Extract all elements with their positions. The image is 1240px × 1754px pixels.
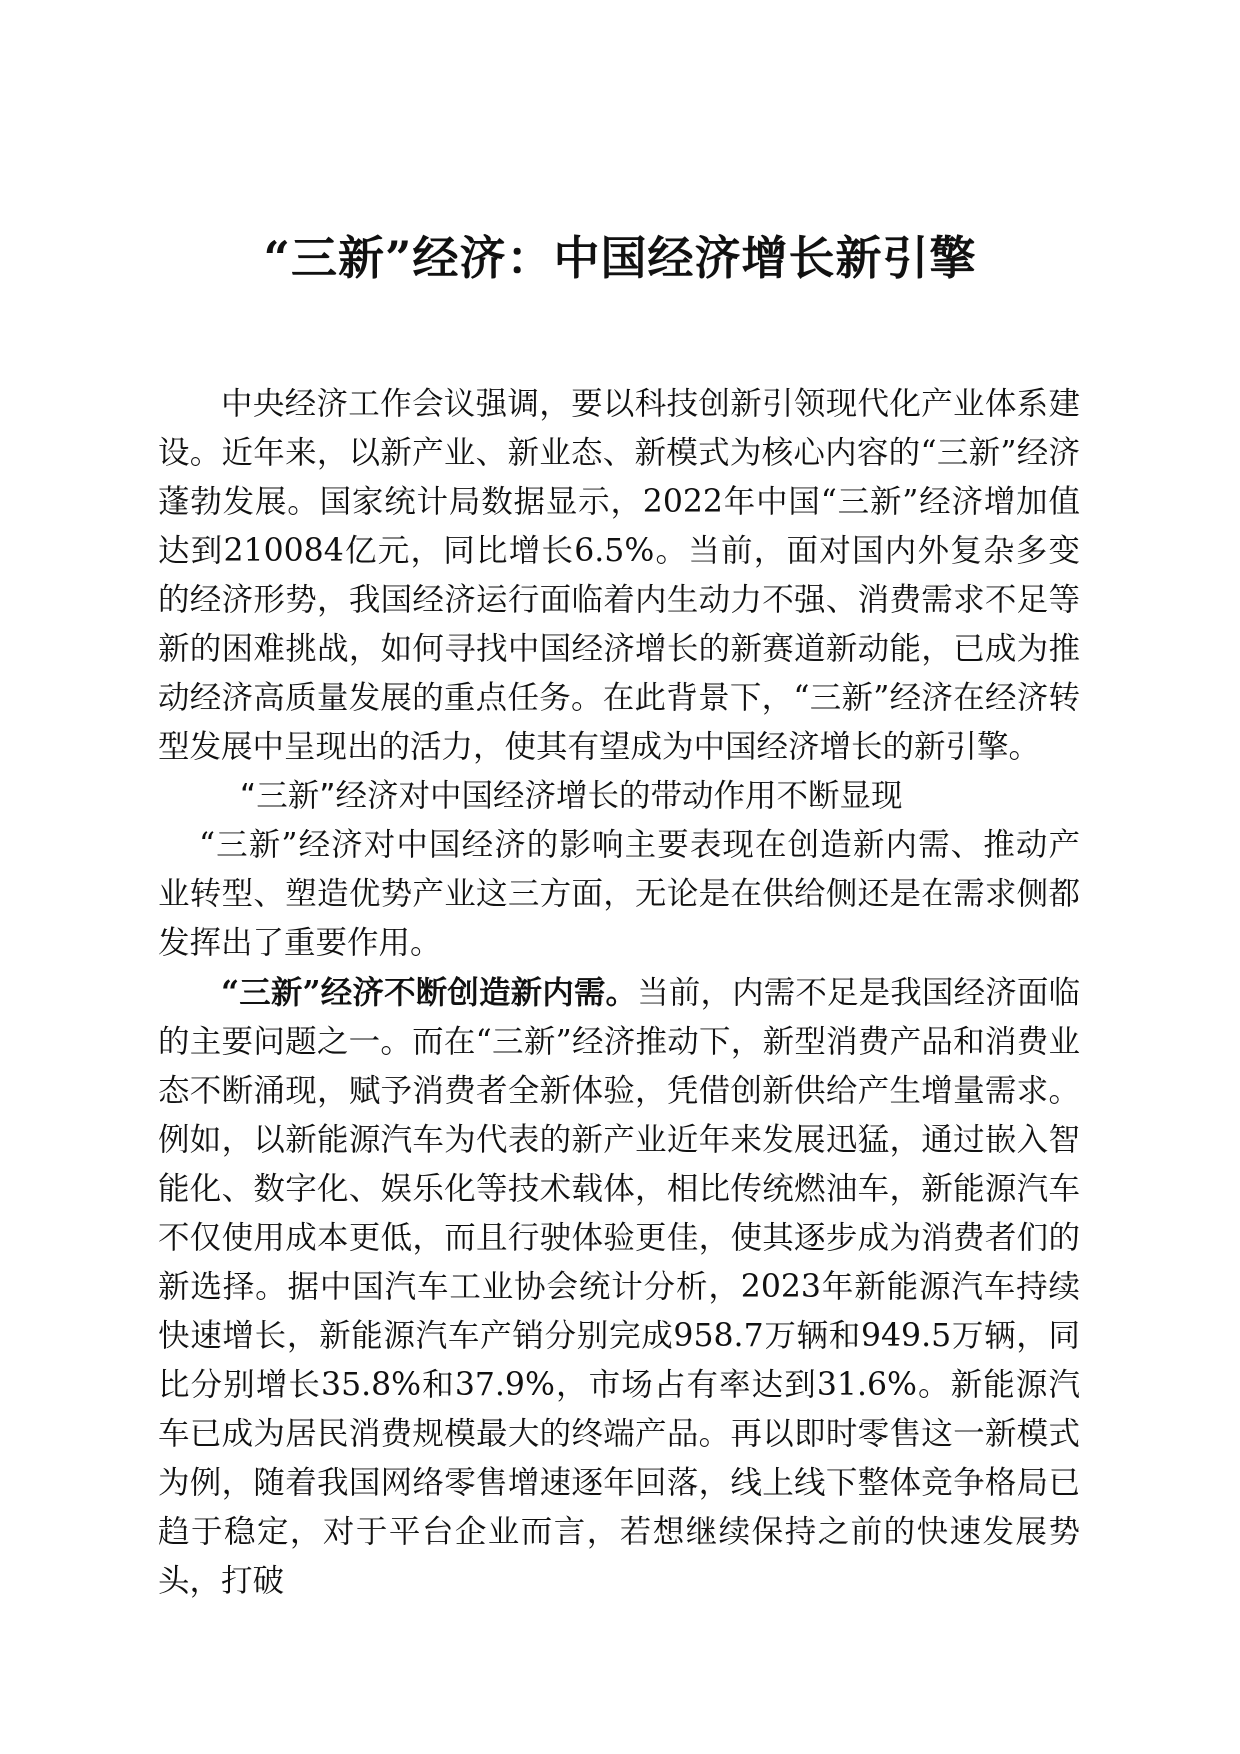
section-heading: “三新”经济对中国经济增长的带动作用不断显现: [239, 778, 903, 814]
paragraph-overview: “三新”经济对中国经济的影响主要表现在创造新内需、推动产业转型、塑造优势产业这三方面，无论是在供给侧还是在需求侧都发挥出了重要作用。: [158, 827, 1080, 961]
paragraph-intro: 中央经济工作会议强调，要以科技创新引领现代化产业体系建设。近年来，以新产业、新业态、新模式为核心内容的“三新”经济蓬勃发展。国家统计局数据显示，2022年中国“三新”经济增加值达到210084亿元，同比增长6.5%。当前，面对国内外复杂多变的经济形势，我国经济运行面临着内生动力不强、消费需求不足等新的困难挑战，如何寻找中国经济增长的新赛道新动能，已成为推动经济高质量发展的重点任务。在此背景下，“三新”经济在经济转型发展中呈现出的活力，使其有望成为中国经济增长的新引擎。: [158, 386, 1080, 765]
document-body: [158, 380, 1080, 1606]
paragraph-lead: “三新”经济不断创造新内需。: [221, 974, 638, 1011]
paragraph-body: 当前，内需不足是我国经济面临的主要问题之一。而在“三新”经济推动下，新型消费产品和消费业态不断涌现，赋予消费者全新体验，凭借创新供给产生增量需求。例如，以新能源汽车为代表的新产业近年来发展迅猛，通过嵌入智能化、数字化、娱乐化等技术载体，相比传统燃油车，新能源汽车不仅使用成本更低，而且行驶体验更佳，使其逐步成为消费者们的新选择。据中国汽车工业协会统计分析，2023年新能源汽车持续快速增长，新能源汽车产销分别完成958.7万辆和949.5万辆，同比分别增长35.8%和37.9%，市场占有率达到31.6%。新能源汽车已成为居民消费规模最大的终端产品。再以即时零售这一新模式为例，随着我国网络零售增速逐年回落，线上线下整体竞争格局已趋于稳定，对于平台企业而言，若想继续保持之前的快速发展势头，打破: [158, 975, 1080, 1599]
document-title: “三新”经济：中国经济增长新引擎: [263, 231, 977, 285]
paragraph-new-demand: [158, 968, 1080, 1606]
